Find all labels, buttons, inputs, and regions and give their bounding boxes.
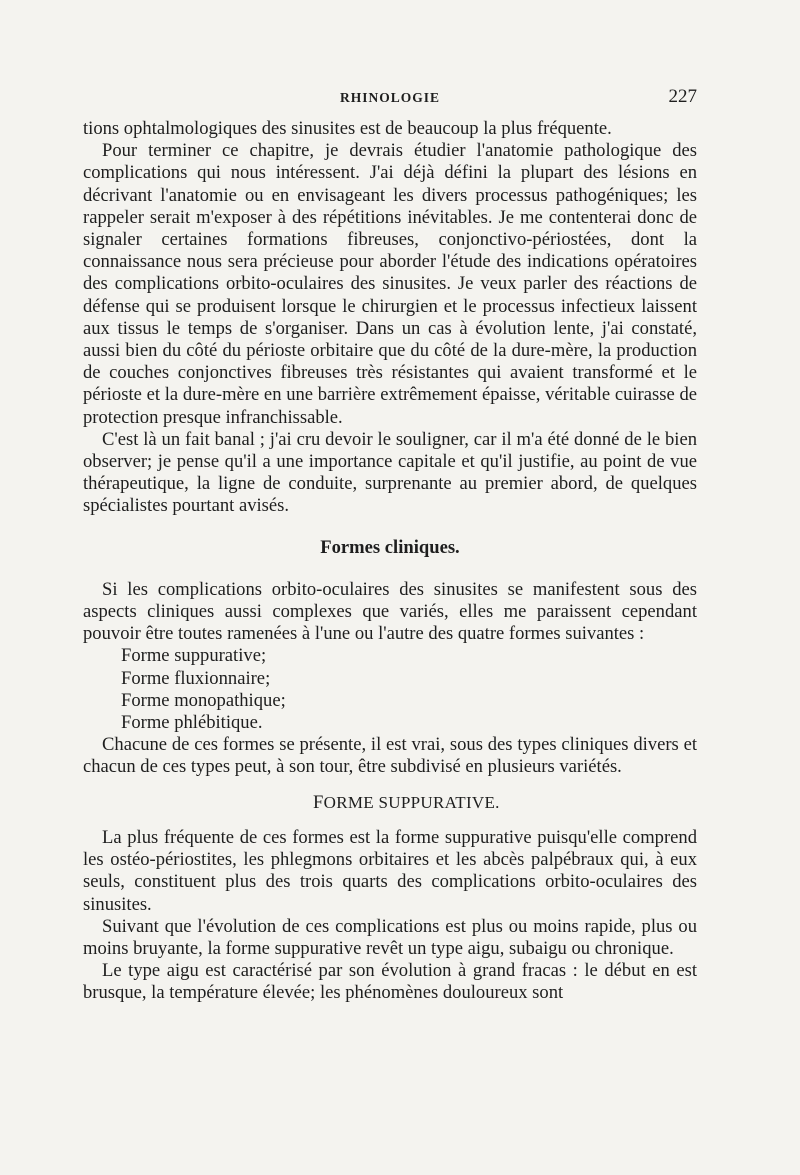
subsection-heading [83,792,697,814]
subheading-initial: F [313,791,324,813]
paragraph: C'est là un fait banal ; j'ai cru devoir le souligner, car il m'a été donné de le bien observer; je pense qu'il a une importance capitale et qu'il justifie, au point de vue thérapeutique, la ligne de conduite, surprenante au premier abord, de quelques spécialistes pourtant avisés. [83,428,697,517]
paragraph: La plus fréquente de ces formes est la forme suppurative puisqu'elle comprend les ostéo-périostites, les phlegmons orbitaires et les abcès palpébraux qui, à eux seuls, constituent plus des trois quarts des complications orbito-oculaires des sinusites. [83,826,697,915]
section-heading: Formes cliniques. [320,536,460,558]
list-item: Forme suppurative; [121,645,267,667]
running-title: RHINOLOGIE [339,90,441,105]
paragraph: Suivant que l'évolution de ces complications est plus ou moins rapide, plus ou moins bruyante, la forme suppurative revêt un type aigu, subaigu ou chronique. [83,915,697,959]
paragraph: Pour terminer ce chapitre, je devrais étudier l'anatomie pathologique des complications qui nous intéressent. J'ai déjà défini la plupart des lésions en décrivant l'anatomie ou en envisageant les divers processus pathogéniques; les rappeler serait m'exposer à des répétitions inévitables. Je me contenterai donc de signaler certaines formations fibreuses, conjonctivo-périostées, dont la connaissance nous sera précieuse pour aborder l'étude des indications opératoires des complications orbito-oculaires des sinusites. Je veux parler des réactions de défense qui se produisent lorsque le chirurgien et le processus infectieux laissent aux tissus le temps de s'organiser. Dans un cas à évolution lente, j'ai constaté, aussi bien du côté du périoste orbitaire que du côté de la dure-mère, la production de couches conjonctives fibreuses très résistantes qui avaient transformé et le périoste et la dure-mère en une barrière extrêmement épaisse, véritable cuirasse de protection presque infranchissable. [83,140,697,428]
forms-list [83,645,697,734]
body-text [83,118,697,1005]
paragraph: Si les complications orbito-oculaires des sinusites se manifestent sous des aspects cliniques aussi complexes que variés, elles me paraissent cependant pouvoir être toutes ramenées à l'une ou l'autre des quatre formes suivantes : [83,578,697,645]
list-item: Forme fluxionnaire; [121,667,271,689]
page-number: 227 [668,86,697,107]
paragraph-continuation: tions ophtalmologiques des sinusites est de beaucoup la plus fréquente. [83,118,612,139]
paragraph: Chacune de ces formes se présente, il est vrai, sous des types cliniques divers et chacun de ces types peut, à son tour, être subdivisé en plusieurs variétés. [83,734,697,778]
paragraph: Le type aigu est caractérisé par son évolution à grand fracas : le début en est brusque, la température élevée; les phénomènes douloureux sont [83,960,697,1004]
list-item: Forme phlébitique. [121,712,263,734]
running-head [83,86,697,110]
subheading-rest: ORME SUPPURATIVE. [323,792,500,812]
list-item: Forme monopathique; [121,689,286,711]
